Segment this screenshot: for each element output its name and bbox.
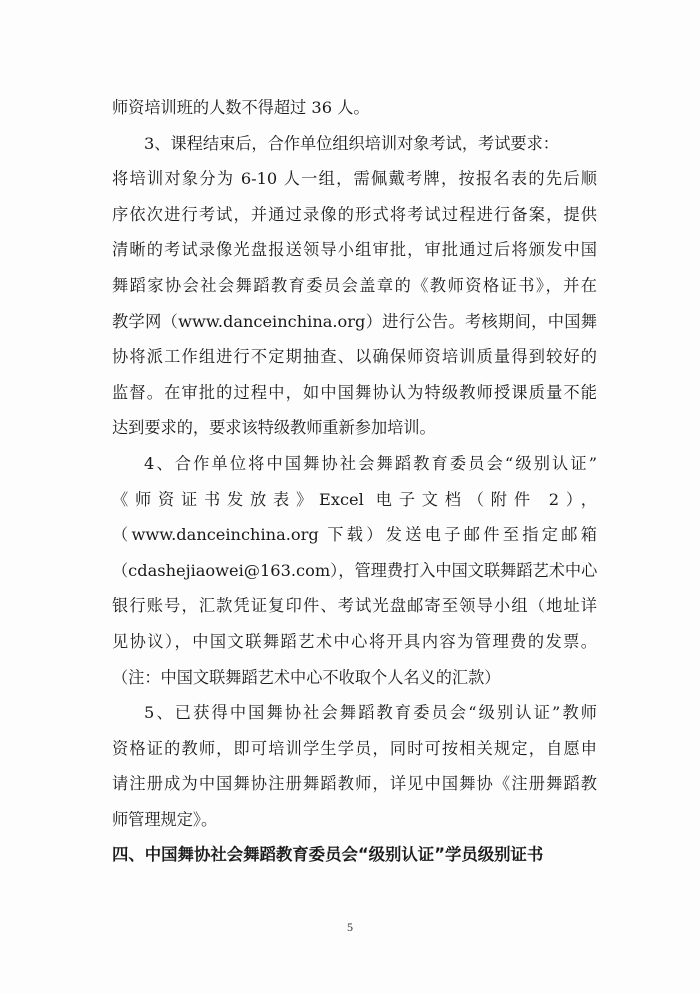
- text-line: 达到要求的，要求该特级教师重新参加培训。: [112, 418, 436, 438]
- text-line: 协将派工作组进行不定期抽查、以确保师资培训质量得到较好的: [112, 347, 597, 367]
- text-line: 将培训对象分为 6-10 人一组，需佩戴考牌，按报名表的先后顺: [112, 169, 597, 189]
- text-line: 《师资证书发放表》Excel 电子文档（附件 2），: [112, 489, 597, 509]
- text-line: 清晰的考试录像光盘报送领导小组审批，审批通过后将颁发中国: [112, 240, 597, 260]
- text-line: 5、已获得中国舞协社会舞蹈教育委员会“级别认证”教师: [144, 703, 597, 723]
- text-line: 序依次进行考试，并通过录像的形式将考试过程进行备案，提供: [112, 204, 597, 224]
- text-line: 舞蹈家协会社会舞蹈教育委员会盖章的《教师资格证书》，并在: [112, 275, 597, 295]
- text-line: 师管理规定》。: [112, 809, 218, 829]
- text-line: 银行账号，汇款凭证复印件、考试光盘邮寄至领导小组（地址详: [112, 596, 597, 616]
- text-line: （cdashejiaowei@163.com），管理费打入中国文联舞蹈艺术中心: [112, 560, 598, 580]
- text-line: （www.danceinchina.org 下载）发送电子邮件至指定邮箱: [112, 525, 597, 545]
- page-number: 5: [347, 920, 353, 934]
- text-line: 监督。在审批的过程中，如中国舞协认为特级教师授课质量不能: [112, 382, 597, 402]
- text-line: （注：中国文联舞蹈艺术中心不收取个人名义的汇款）: [112, 667, 501, 687]
- section-heading: 四、中国舞协社会舞蹈教育委员会“级别认证”学员级别证书: [112, 845, 544, 865]
- text-line: 请注册成为中国舞协注册舞蹈教师，详见中国舞协《注册舞蹈教: [112, 774, 597, 794]
- text-line: 师资培训班的人数不得超过 36 人。: [112, 98, 370, 117]
- text-line: 资格证的教师，即可培训学生学员，同时可按相关规定，自愿申: [112, 738, 597, 758]
- text-line: 3、课程结束后，合作单位组织培训对象考试，考试要求：: [144, 133, 559, 153]
- text-line: 4、合作单位将中国舞协社会舞蹈教育委员会“级别认证”: [144, 453, 597, 473]
- text-line: 教学网（www.danceinchina.org）进行公告。考核期间，中国舞: [112, 311, 597, 331]
- document-body: [112, 90, 597, 873]
- text-line: 见协议），中国文联舞蹈艺术中心将开具内容为管理费的发票。: [112, 631, 597, 651]
